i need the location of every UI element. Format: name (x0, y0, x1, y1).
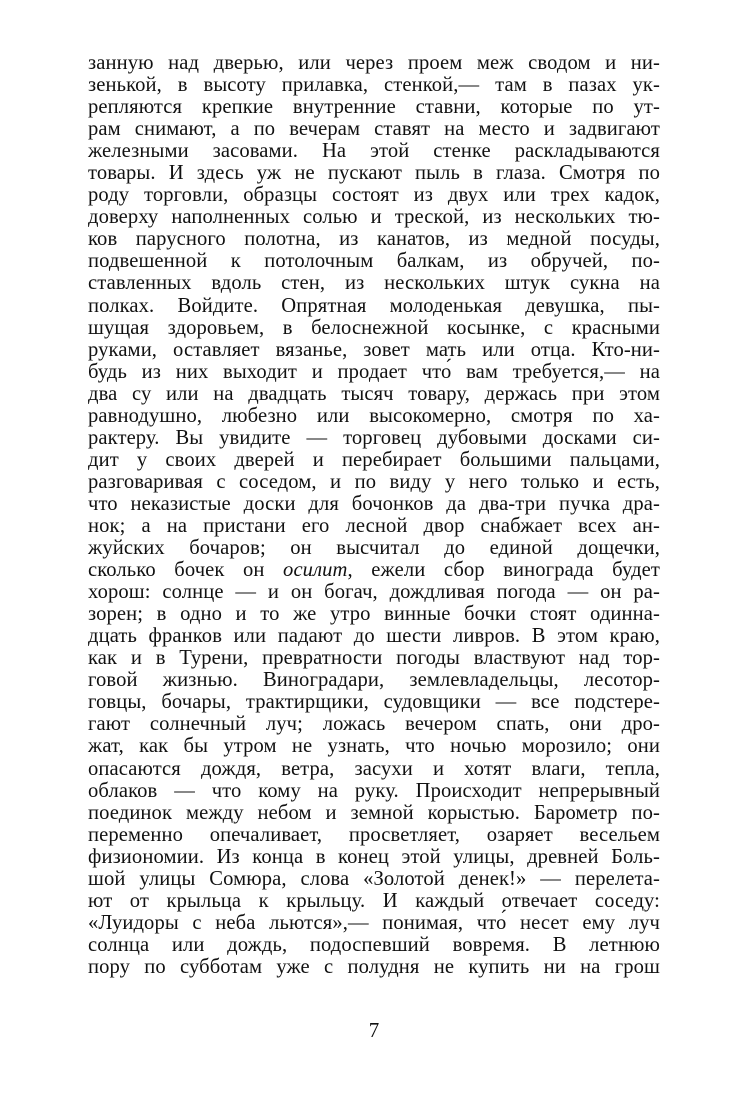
text-line: переменно опечаливает, просветляет, озаряет весельем (88, 823, 660, 846)
text-line: шой улицы Сомюра, слова «Золотой денек!» — перелета- (88, 867, 660, 890)
text-line: ют от крыльца к крыльцу. И каждый отвечает соседу: (88, 889, 660, 912)
text-line: зорен; в одно и то же утро винные бочки стоят одинна- (88, 603, 660, 626)
text-line: товары. И здесь уж не пускают пыль в глаза. Смотря по (88, 162, 660, 185)
text-line: жуйских бочаров; он высчитал до единой дощечки, (88, 537, 660, 560)
text-line: равнодушно, любезно или высокомерно, смотря по ха- (88, 404, 660, 427)
text-line: поединок между небом и земной корыстью. Барометр по- (88, 801, 660, 824)
text-line: пору по субботам уже с полудня не купить ни на грош (88, 955, 660, 978)
text-line: опасаются дождя, ветра, засухи и хотят влаги, тепла, (88, 757, 660, 780)
text-line: подвешенной к потолочным балкам, из обручей, по- (88, 250, 660, 273)
text-line: гают солнечный луч; ложась вечером спать, они дро- (88, 713, 660, 736)
text-line: полках. Войдите. Опрятная молоденькая девушка, пы- (88, 294, 660, 317)
text-line: жат, как бы утром не узнать, что ночью морозило; они (88, 735, 660, 758)
text-line: два су или на двадцать тысяч товару, держась при этом (88, 382, 660, 405)
text-line: занную над дверью, или через проем меж сводом и ни- (88, 52, 660, 74)
text-line: рактеру. Вы увидите — торговец дубовыми досками си- (88, 426, 660, 449)
text-line: облаков — что кому на руку. Происходит непрерывный (88, 779, 660, 802)
text-line: роду торговли, образцы состоят из двух или трех кадок, (88, 184, 660, 207)
text-line: будь из них выходит и продает что́ вам требуется,— на (88, 360, 660, 383)
text-line: как и в Турени, превратности погоды властвуют над тор- (88, 647, 660, 670)
italic-word: осилит (283, 559, 348, 582)
text-line: разговаривая с соседом, и по виду у него только и есть, (88, 470, 660, 493)
body-text (88, 52, 660, 978)
text-line-with-italic (88, 559, 660, 581)
text-line: ставленных вдоль стен, из нескольких штук сукна на (88, 272, 660, 295)
text-segment: , ежели сбор винограда будет (347, 559, 660, 582)
text-segment: сколько бочек он (88, 559, 284, 582)
page-body (88, 52, 660, 978)
text-line: руками, оставляет вязанье, зовет мать или отца. Кто-ни- (88, 338, 660, 361)
page-number: 7 (368, 1018, 380, 1042)
text-line: железными засовами. На этой стенке раскладываются (88, 140, 660, 163)
text-line: шущая здоровьем, в белоснежной косынке, с красными (88, 316, 660, 339)
text-line: что неказистые доски для бочонков да два-три пучка дра- (88, 492, 660, 515)
text-line: хорош: солнце — и он богач, дождливая погода — он ра- (88, 581, 660, 604)
text-line: говцы, бочары, трактирщики, судовщики — все подстере- (88, 691, 660, 714)
text-line: рам снимают, а по вечерам ставят на место и задвигают (88, 118, 660, 141)
text-line: солнца или дождь, подоспевший вовремя. В летнюю (88, 933, 660, 956)
text-line: ков парусного полотна, из канатов, из медной посуды, (88, 228, 660, 251)
text-line: зенькой, в высоту прилавка, стенкой,— там в пазах ук- (88, 74, 660, 97)
text-line: дцать франков или падают до шести ливров. В этом краю, (88, 625, 660, 648)
text-line: нок; а на пристани его лесной двор снабжает всех ан- (88, 514, 660, 537)
text-line: дит у своих дверей и перебирает большими пальцами, (88, 448, 660, 471)
text-line: говой жизнью. Виноградари, землевладельцы, лесотор- (88, 669, 660, 692)
text-line: «Луидоры с неба льются»,— понимая, что́ несет ему луч (88, 911, 660, 934)
text-line: репляются крепкие внутренние ставни, которые по ут- (88, 96, 660, 119)
text-line: доверху наполненных солью и треской, из нескольких тю- (88, 206, 660, 229)
text-line: физиономии. Из конца в конец этой улицы, древней Боль- (88, 845, 660, 868)
